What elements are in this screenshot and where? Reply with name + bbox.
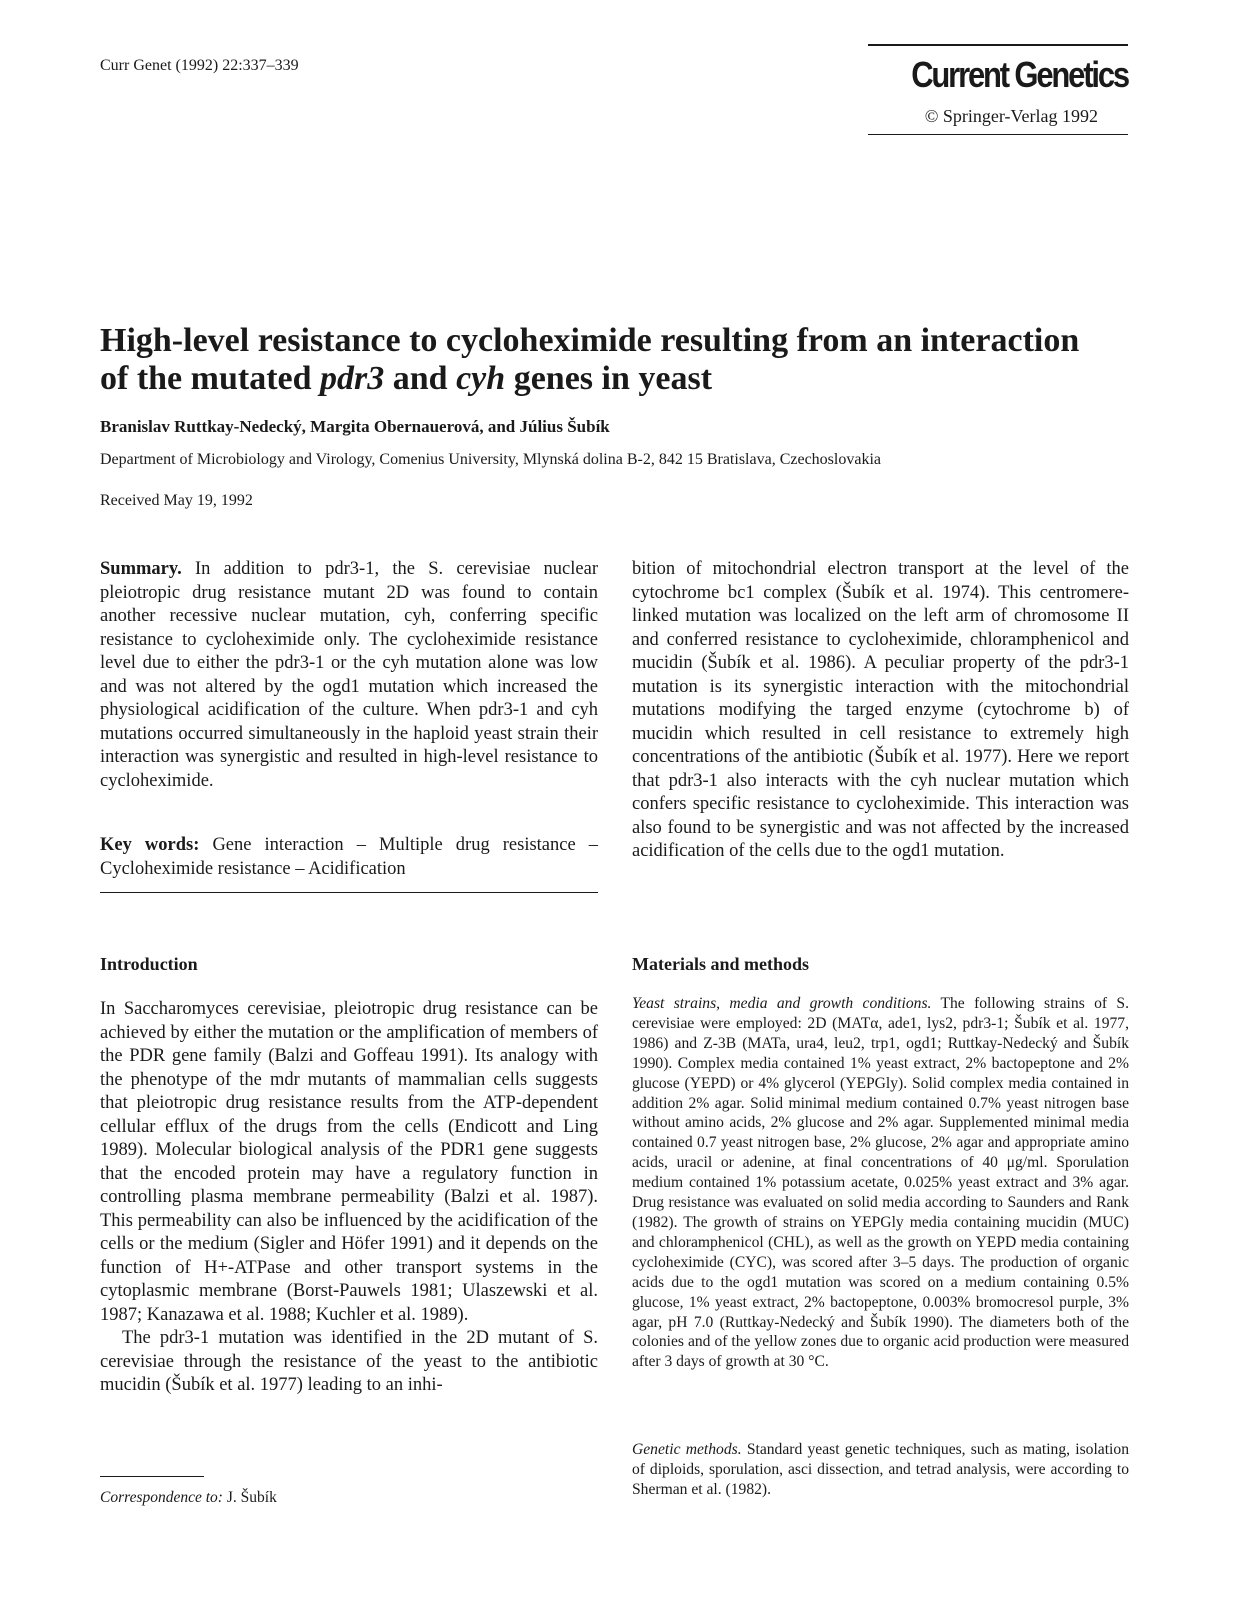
- journal-rule-top: [868, 44, 1128, 46]
- correspondence-label: Correspondence to:: [100, 1489, 223, 1506]
- correspondence-footnote: [100, 1489, 277, 1507]
- introduction-paragraph-2: The pdr3-1 mutation was identified in the 2D mutant of S. cerevisiae through the resistance of the yeast to the antibiotic mucidin (Šubík et al. 1977) leading to an inhi-: [100, 1328, 598, 1395]
- article-title: [100, 322, 1140, 398]
- copyright-notice: © Springer-Verlag 1992: [924, 106, 1098, 126]
- affiliation: Department of Microbiology and Virology, Comenius University, Mlynská dolina B-2, 842 15 Bratislava, Czechoslovakia: [100, 451, 881, 468]
- genetic-text: Standard yeast genetic techniques, such as mating, isolation of diploids, sporulation, asci dissection, and tetrad analysis, were according to Sherman et al. (1982).: [632, 1441, 1129, 1498]
- received-date: Received May 19, 1992: [100, 492, 253, 509]
- footnote-rule: [100, 1476, 204, 1477]
- summary-text: In addition to pdr3-1, the S. cerevisiae nuclear pleiotropic drug resistance mutant 2D was found to contain another recessive nuclear mutation, cyh, conferring specific resistance to cycloheximide only. The cycloheximide resistance level due to either the pdr3-1 or the cyh mutation alone was low and was not altered by the ogd1 mutation which increased the physiological acidification of the culture. When pdr3-1 and cyh mutations occurred simultaneously in the haploid yeast strain their interaction was synergistic and resulted in high-level resistance to cycloheximide.: [100, 559, 598, 791]
- keywords-text: Gene interaction – Multiple drug resistance – Cycloheximide resistance – Acidification: [100, 835, 599, 879]
- title-line-2-part-c: and: [384, 360, 457, 397]
- keywords-paragraph: [100, 834, 598, 881]
- introduction-heading: Introduction: [100, 954, 198, 974]
- correspondence-name: J. Šubík: [222, 1489, 277, 1506]
- journal-rule-bottom: [868, 134, 1128, 135]
- summary-paragraph: [100, 558, 598, 793]
- keywords-label: Key words:: [100, 835, 200, 855]
- journal-citation: Curr Genet (1992) 22:337–339: [100, 57, 299, 74]
- introduction-continuation: [632, 558, 1129, 864]
- title-gene-pdr3: pdr3: [320, 360, 385, 397]
- strains-label: Yeast strains, media and growth conditions.: [632, 995, 932, 1012]
- methods-genetic-paragraph: [632, 1440, 1129, 1500]
- title-gene-cyh: cyh: [456, 360, 506, 397]
- summary-label: Summary.: [100, 559, 182, 579]
- introduction-paragraph-1: In Saccharomyces cerevisiae, pleiotropic drug resistance can be achieved by either the mutation or the amplification of members of the PDR gene family (Balzi and Goffeau 1991). Its analogy with the phenotype of the mdr mutants of mammalian cells suggests that pleiotropic drug resistance results from the ATP-dependent cellular efflux of the drugs from the cells (Endicott and Ling 1989). Molecular biological analysis of the PDR1 gene suggests that the encoded protein may have a regulatory function in controlling plasma membrane permeability (Balzi et al. 1987). This permeability can also be influenced by the acidification of the cells or the medium (Sigler and Höfer 1991) and it depends on the function of H+-ATPase and other transport systems in the cytoplasmic membrane (Borst-Pauwels 1981; Ulaszewski et al. 1987; Kanazawa et al. 1988; Kuchler et al. 1989).: [100, 999, 598, 1325]
- title-line-2-part-a: of the mutated: [100, 360, 321, 397]
- introduction-body: [100, 998, 598, 1398]
- authors: Branislav Ruttkay-Nedecký, Margita Obernauerová, and Július Šubík: [100, 417, 610, 436]
- title-line-2-part-e: genes in yeast: [505, 360, 713, 397]
- continuation-text: bition of mitochondrial electron transport at the level of the cytochrome bc1 complex (Šubík et al. 1974). This centromere-linked mutation was localized on the left arm of chromosome II and conferred resistance to cycloheximide, chloramphenicol and mucidin (Šubík et al. 1986). A peculiar property of the pdr3-1 mutation is its synergistic interaction with the mitochondrial mutations modifying the targed enzyme (cytochrome b) of mucidin which resulted in cell resistance to extremely high concentrations of the antibiotic (Šubík et al. 1977). Here we report that pdr3-1 also interacts with the cyh nuclear mutation which confers specific resistance to cycloheximide. This interaction was also found to be synergistic and was not affected by the increased acidification of the cells due to the ogd1 mutation.: [632, 559, 1129, 861]
- journal-name: Current Genetics: [911, 54, 1128, 95]
- strains-text: The following strains of S. cerevisiae were employed: 2D (MATα, ade1, lys2, pdr3-1; Šubík et al. 1977, 1986) and Z-3B (MATa, ura4, leu2, trp1, ogd1; Ruttkay-Nedecký and Šubík 1990). Complex media contained 1% yeast extract, 2% bactopeptone and 2% glucose (YEPD) or 4% glycerol (YEPGly). Solid complex media contained in addition 2% agar. Solid minimal medium contained 0.7% yeast nitrogen base without amino acids, 2% glucose and 2% agar. Supplemented minimal media contained 0.7 yeast nitrogen base, 2% glucose, 2% agar and appropriate amino acids, uracil or adenine, at final concentrations of 40 μg/ml. Sporulation medium contained 1% potassium acetate, 0.025% yeast extract and 3% agar. Drug resistance was evaluated on solid media according to Saunders and Rank (1982). The growth of strains on YEPGly media containing mucidin (MUC) and chloramphenicol (CHL), as well as the growth on YEPD media containing cycloheximide (CYC), was scored after 3–5 days. The production of organic acids due to the ogd1 mutation was scored on a medium containing 0.5% glucose, 1% yeast extract, 2% bactopeptone, 0.003% bromocresol purple, 3% agar, pH 7.0 (Ruttkay-Nedecký and Šubík 1990). The diameters both of the colonies and of the yellow zones due to organic acid production were measured after 3 days of growth at 30 °C.: [632, 995, 1129, 1371]
- keywords-rule: [100, 892, 598, 893]
- methods-strains-paragraph: [632, 994, 1129, 1372]
- methods-heading: Materials and methods: [632, 954, 809, 974]
- title-line-1: High-level resistance to cycloheximide resulting from an interaction: [100, 322, 1080, 359]
- genetic-label: Genetic methods.: [632, 1441, 742, 1458]
